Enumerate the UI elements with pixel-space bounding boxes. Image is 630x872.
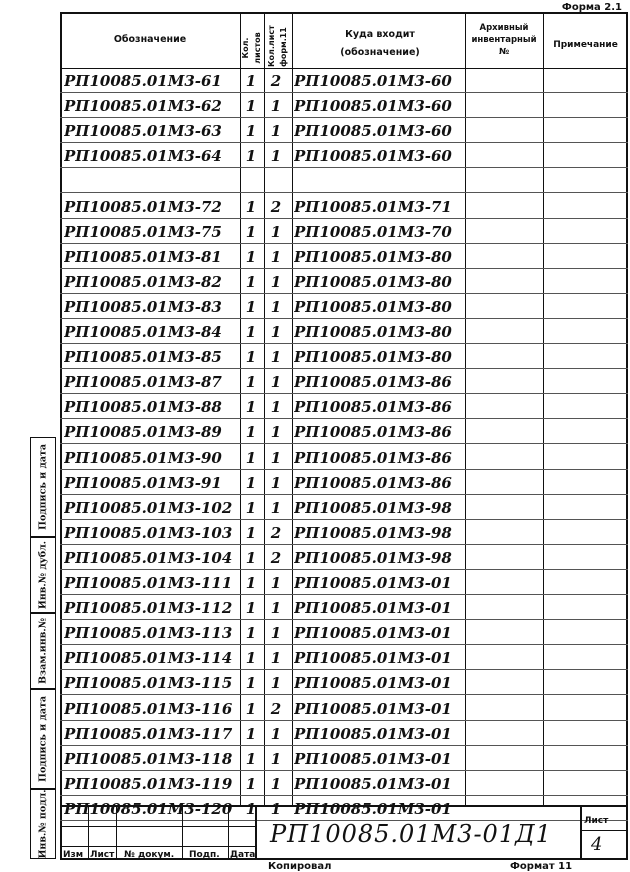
table-row [60,419,628,444]
used-in-cell: РП10085.01М3-86 [294,448,452,467]
sidebar-signature-date: Подпись и дата [30,437,56,537]
used-in-cell: РП10085.01М3-01 [294,749,452,768]
sheets-qty-cell: 1 [245,398,257,417]
footer-format: Формат 11 [510,861,573,872]
sheets-qty-cell: 1 [245,548,257,567]
designation-cell: РП10085.01М3-88 [64,398,222,417]
used-in-cell: РП10085.01М3-86 [294,398,452,417]
used-in-cell: РП10085.01М3-80 [294,247,452,266]
designation-cell [64,168,238,193]
used-in-cell: РП10085.01М3-86 [294,473,452,492]
designation-cell: РП10085.01М3-81 [64,247,222,266]
sheets-qty-cell: 1 [245,699,257,718]
sheets-qty-cell: 1 [245,774,257,793]
used-in-cell: РП10085.01М3-98 [294,523,452,542]
title-block-divider [182,805,183,860]
header-archive: Архивный инвентарный № [471,23,537,57]
sheets-format-cell: 1 [270,323,282,341]
header-note: Примечание [553,40,618,50]
designation-cell: РП10085.01М3-117 [64,724,233,743]
sheets-qty-cell: 1 [245,72,257,90]
used-in-cell: РП10085.01М3-01 [294,799,452,818]
sheets-format-cell: 1 [270,373,282,392]
designation-cell: РП10085.01М3-75 [64,222,222,241]
sidebar-signature-date-2: Подпись и дата [30,689,56,789]
sheets-format-cell: 1 [270,448,282,467]
designation-cell: РП10085.01М3-115 [64,674,233,693]
designation-cell: РП10085.01М3-114 [64,649,233,668]
header-sheets-format: Кол.лист форм.11 [267,25,288,67]
table-row [60,746,628,771]
sheets-format-cell: 1 [270,297,282,316]
used-in-cell: РП10085.01М3-60 [294,122,452,141]
sheets-format-cell: 1 [270,348,282,367]
title-block-row [60,826,255,827]
table-row [60,68,628,93]
title-block-row [60,846,255,847]
designation-cell: РП10085.01М3-113 [64,624,233,643]
title-block-divider [116,805,117,860]
table-row [60,696,628,721]
table-row [60,595,628,620]
designation-cell: РП10085.01М3-87 [64,373,222,392]
sidebar-dupl-inv: Инв.№ дубл. [30,537,56,613]
used-in-cell: РП10085.01М3-86 [294,423,452,442]
sheets-qty-cell: 1 [245,197,257,216]
sheets-qty-cell: 1 [245,799,257,818]
designation-cell: РП10085.01М3-63 [64,122,222,141]
sidebar-replace-inv: Взам.инв.№ [30,613,56,689]
designation-cell: РП10085.01М3-72 [64,197,222,216]
table-row [60,369,628,394]
sheets-qty-cell: 1 [245,147,257,166]
sheets-qty-cell: 1 [245,222,257,241]
header-sheets-qty: Кол. листов [241,32,262,64]
tb-label-sheet: Лист [90,850,115,860]
sheets-qty-cell: 1 [245,122,257,141]
used-in-cell: РП10085.01М3-80 [294,323,452,341]
sheets-format-cell: 1 [270,674,282,693]
sheets-format-cell: 1 [270,423,282,442]
used-in-cell [294,168,466,193]
sheets-format-cell: 1 [270,97,282,116]
table-row [60,219,628,244]
used-in-cell: РП10085.01М3-80 [294,272,452,291]
sheets-format-cell: 1 [270,774,282,793]
title-block-divider [88,805,89,860]
table-row [60,495,628,520]
designation-cell: РП10085.01М3-120 [64,799,233,818]
table-row [60,344,628,369]
designation-cell: РП10085.01М3-84 [64,323,222,341]
sheets-qty-cell: 1 [245,423,257,442]
designation-cell: РП10085.01М3-102 [64,498,233,517]
designation-cell: РП10085.01М3-104 [64,548,233,567]
used-in-cell: РП10085.01М3-80 [294,297,452,316]
designation-cell: РП10085.01М3-83 [64,297,222,316]
table-row [60,93,628,118]
title-block-divider [580,805,582,860]
title-block-divider [228,805,229,860]
table-row [60,244,628,269]
table-row [60,670,628,695]
sheets-format-cell: 2 [270,699,282,718]
table-row [60,570,628,595]
sheets-format-cell: 2 [270,72,282,90]
used-in-cell: РП10085.01М3-71 [294,197,452,216]
used-in-cell: РП10085.01М3-60 [294,72,452,90]
designation-cell: РП10085.01М3-64 [64,147,222,166]
sheets-qty-cell: 1 [245,297,257,316]
sheets-qty-cell: 1 [245,574,257,592]
table-row [60,143,628,168]
tb-label-date: Дата [230,850,256,860]
sheets-format-cell: 2 [270,548,282,567]
sheets-qty-cell: 1 [245,724,257,743]
designation-cell: РП10085.01М3-112 [64,599,233,618]
sheets-qty-cell: 1 [245,448,257,467]
tb-label-change: Изм [63,850,84,860]
used-in-cell: РП10085.01М3-01 [294,624,452,643]
title-block [60,805,628,807]
sheets-format-cell: 1 [270,574,282,592]
used-in-cell: РП10085.01М3-98 [294,548,452,567]
used-in-cell: РП10085.01М3-01 [294,674,452,693]
table-row [60,194,628,219]
sheets-format-cell: 1 [270,724,282,743]
table-row [60,269,628,294]
designation-cell: РП10085.01М3-116 [64,699,233,718]
title-block-divider [580,830,628,831]
designation-cell: РП10085.01М3-61 [64,72,222,90]
used-in-cell: РП10085.01М3-86 [294,373,452,392]
used-in-cell: РП10085.01М3-60 [294,97,452,116]
sheets-qty-cell: 1 [245,649,257,668]
sheets-format-cell: 1 [270,122,282,141]
sheets-qty-cell: 1 [245,373,257,392]
table-row [60,721,628,746]
sheets-qty-cell: 1 [245,749,257,768]
table-row [60,294,628,319]
sidebar-orig-inv: Инв.№ подл. [30,789,56,859]
sheet-label: Лист [584,816,609,826]
table-row [60,319,628,344]
used-in-cell: РП10085.01М3-60 [294,147,452,166]
sheets-format-cell: 1 [270,398,282,417]
used-in-cell: РП10085.01М3-80 [294,348,452,367]
sheets-format-cell: 1 [270,624,282,643]
sheets-format-cell: 1 [270,749,282,768]
table-row [60,470,628,495]
designation-cell: РП10085.01М3-82 [64,272,222,291]
designation-cell: РП10085.01М3-91 [64,473,222,492]
sheets-format-cell: 2 [270,523,282,542]
sheet-number: 4 [591,834,603,855]
designation-cell: РП10085.01М3-118 [64,749,233,768]
designation-cell: РП10085.01М3-111 [64,574,233,592]
designation-cell: РП10085.01М3-103 [64,523,233,542]
designation-cell: РП10085.01М3-89 [64,423,222,442]
tb-label-signature: Подп. [189,850,220,860]
table-row [60,771,628,796]
header-designation: Обозначение [113,34,187,45]
sheets-format-cell: 1 [270,599,282,618]
sheets-qty-cell: 1 [245,272,257,291]
sheets-qty-cell: 1 [245,674,257,693]
table-row [60,168,628,193]
sheets-qty-cell: 1 [245,97,257,116]
used-in-cell: РП10085.01М3-01 [294,724,452,743]
used-in-cell: РП10085.01М3-01 [294,599,452,618]
table-row [60,620,628,645]
designation-cell: РП10085.01М3-62 [64,97,222,116]
designation-cell: РП10085.01М3-85 [64,348,222,367]
table-row [60,118,628,143]
table-row [60,394,628,419]
sheets-qty-cell: 1 [245,473,257,492]
designation-cell: РП10085.01М3-119 [64,774,233,793]
sheets-format-cell: 1 [270,272,282,291]
used-in-cell: РП10085.01М3-01 [294,574,452,592]
sheets-qty-cell: 1 [245,498,257,517]
form-label: Форма 2.1 [561,2,622,13]
document-code: РП10085.01М3-01Д1 [270,820,552,848]
sheets-qty-cell: 1 [245,247,257,266]
header-used-in: Куда входит (обозначение) [340,29,420,58]
sheets-format-cell: 1 [270,222,282,241]
sheets-qty-cell: 1 [245,599,257,618]
sheets-qty-cell: 1 [245,624,257,643]
used-in-cell: РП10085.01М3-98 [294,498,452,517]
sheets-format-cell [265,168,287,193]
sheets-qty-cell: 1 [245,323,257,341]
sheets-format-cell: 1 [270,473,282,492]
tb-label-doc-number: № докум. [124,850,175,860]
used-in-cell: РП10085.01М3-01 [294,699,452,718]
sheets-format-cell: 1 [270,799,282,818]
table-row [60,445,628,470]
table-row [60,645,628,670]
footer-copied: Копировал [268,861,332,872]
sheets-qty-cell [241,168,261,193]
sheets-format-cell: 1 [270,147,282,166]
sheets-format-cell: 1 [270,649,282,668]
sheets-format-cell: 1 [270,247,282,266]
table-row [60,796,628,821]
used-in-cell: РП10085.01М3-01 [294,774,452,793]
sheets-format-cell: 1 [270,498,282,517]
sheets-qty-cell: 1 [245,348,257,367]
sheets-qty-cell: 1 [245,523,257,542]
table-row [60,520,628,545]
used-in-cell: РП10085.01М3-01 [294,649,452,668]
table-row [60,545,628,570]
sheets-format-cell: 2 [270,197,282,216]
designation-cell: РП10085.01М3-90 [64,448,222,467]
used-in-cell: РП10085.01М3-70 [294,222,452,241]
